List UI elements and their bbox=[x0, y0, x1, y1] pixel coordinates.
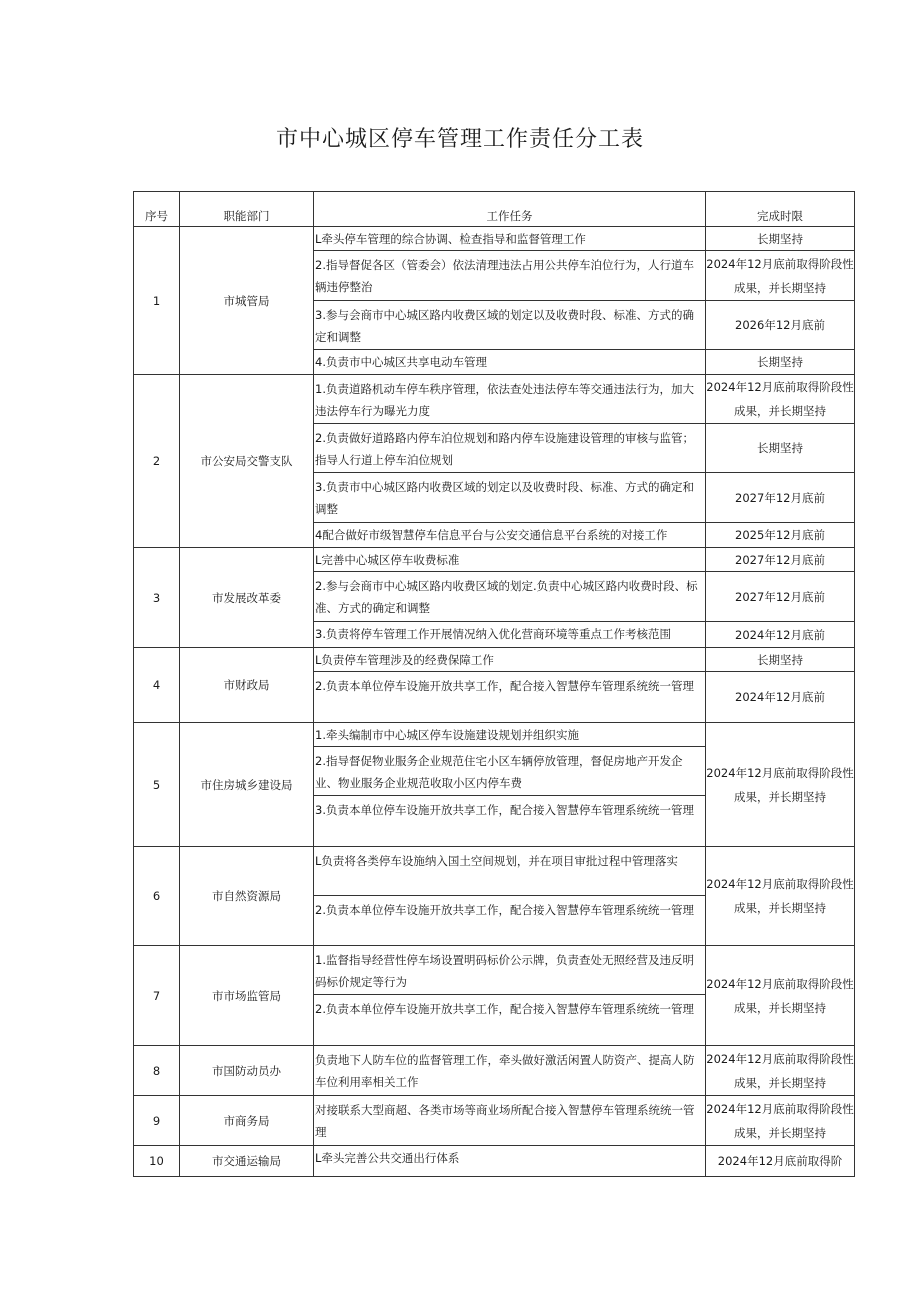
deadline-item: 2024年12月底前取得阶段性成果，并长期坚持 bbox=[706, 375, 854, 424]
row-number: 7 bbox=[134, 946, 180, 1046]
department-name: 市自然资源局 bbox=[180, 847, 314, 946]
task-item: 2.负责本单位停车设施开放共享工作，配合接入智慧停车管理系统统一管理 bbox=[315, 903, 694, 917]
deadline-item: 长期坚持 bbox=[706, 648, 854, 672]
header-task: 工作任务 bbox=[314, 192, 706, 227]
task-item: 3.负责本单位停车设施开放共享工作，配合接入智慧停车管理系统统一管理 bbox=[315, 803, 694, 817]
row-number: 8 bbox=[134, 1046, 180, 1096]
task-item: 4.负责市中心城区共享电动车管理 bbox=[315, 355, 487, 369]
deadline-item: 2026年12月底前 bbox=[706, 301, 854, 350]
deadline-item: 长期坚持 bbox=[757, 355, 803, 369]
table-row bbox=[134, 227, 855, 375]
row-number: 1 bbox=[134, 227, 180, 375]
task-item: 2.负责本单位停车设施开放共享工作，配合接入智慧停车管理系统统一管理 bbox=[315, 679, 694, 693]
task-item: 4配合做好市级智慧停车信息平台与公安交通信息平台系统的对接工作 bbox=[315, 528, 668, 542]
deadline-item: 2024年12月底前取得阶段性成果，并长期坚持 bbox=[706, 1051, 854, 1090]
deadline-cell bbox=[706, 375, 855, 548]
deadline-item: 2024年12月底前取得阶段性成果，并长期坚持 bbox=[706, 251, 854, 301]
deadline-item: 2024年12月底前取得阶段性成果，并长期坚持 bbox=[706, 877, 854, 915]
department-name: 市财政局 bbox=[180, 648, 314, 723]
task-item: L牵头停车管理的综合协调、检查指导和监督管理工作 bbox=[314, 227, 705, 251]
deadline-item: 2024年12月底前取得阶段性成果，并长期坚持 bbox=[706, 976, 854, 1015]
table-row bbox=[134, 648, 855, 723]
duty-table bbox=[133, 191, 855, 1177]
deadline-item: 2027年12月底前 bbox=[706, 572, 854, 622]
task-cell bbox=[314, 227, 706, 375]
task-item: 3.负责市中心城区路内收费区域的划定以及收费时段、标准、方式的确定和调整 bbox=[314, 473, 705, 523]
task-item: L完善中心城区停车收费标准 bbox=[314, 548, 705, 572]
deadline-item: 2024年12月底前 bbox=[735, 690, 825, 704]
header-deadline: 完成时限 bbox=[706, 192, 855, 227]
row-number: 9 bbox=[134, 1096, 180, 1146]
task-item: 2.参与会商市中心城区路内收费区域的划定.负责中心城区路内收费时段、标准、方式的确定和调整 bbox=[314, 572, 705, 622]
deadline-cell bbox=[706, 227, 855, 375]
table-row bbox=[134, 1046, 855, 1096]
deadline-cell bbox=[706, 548, 855, 648]
task-cell bbox=[314, 648, 706, 723]
row-number: 2 bbox=[134, 375, 180, 548]
department-name: 市商务局 bbox=[180, 1096, 314, 1146]
task-item: 1.监督指导经营性停车场设置明码标价公示牌，负责查处无照经营及违反明码标价规定等行为 bbox=[314, 946, 705, 995]
task-cell bbox=[314, 375, 706, 548]
deadline-item: 长期坚持 bbox=[706, 227, 854, 251]
table-row bbox=[134, 723, 855, 847]
table-row bbox=[134, 946, 855, 1046]
task-item: L负责将各类停车设施纳入国土空间规划，并在项目审批过程中管理落实 bbox=[314, 847, 705, 896]
row-number: 5 bbox=[134, 723, 180, 847]
header-no: 序号 bbox=[134, 192, 180, 227]
deadline-cell bbox=[706, 723, 855, 847]
table-body bbox=[134, 227, 855, 1177]
task-item: 2.指导督促各区（管委会）依法清理违法占用公共停车泊位行为，人行道车辆违停整治 bbox=[314, 251, 705, 301]
table-row bbox=[134, 1146, 855, 1177]
task-item: 2.指导督促物业服务企业规范住宅小区车辆停放管理，督促房地产开发企业、物业服务企业规范收取小区内停车费 bbox=[314, 747, 705, 796]
deadline-item: 长期坚持 bbox=[706, 424, 854, 473]
row-number: 3 bbox=[134, 548, 180, 648]
task-item: 对接联系大型商超、各类市场等商业场所配合接入智慧停车管理系统统一管理 bbox=[315, 1103, 695, 1139]
deadline-cell bbox=[706, 1146, 855, 1177]
task-item: 3.负责将停车管理工作开展情况纳入优化营商环境等重点工作考核范围 bbox=[315, 627, 671, 641]
task-item: 1.牵头编制市中心城区停车设施建设规划并组织实施 bbox=[314, 723, 705, 747]
deadline-item: 2024年12月底前取得阶段性成果，并长期坚持 bbox=[706, 765, 854, 804]
task-item: 1.负责道路机动车停车秩序管理，依法查处违法停车等交通违法行为，加大违法停车行为曝光力度 bbox=[314, 375, 705, 424]
task-item: L负责停车管理涉及的经费保障工作 bbox=[314, 648, 705, 672]
department-name: 市住房城乡建设局 bbox=[180, 723, 314, 847]
deadline-item: 2024年12月底前 bbox=[735, 627, 825, 642]
deadline-item: 2025年12月底前 bbox=[735, 528, 825, 542]
deadline-cell bbox=[706, 946, 855, 1046]
task-cell bbox=[314, 1096, 706, 1146]
deadline-cell bbox=[706, 648, 855, 723]
task-item: 2.负责本单位停车设施开放共享工作，配合接入智慧停车管理系统统一管理 bbox=[315, 1002, 694, 1016]
deadline-item: 2024年12月底前取得阶段性成果，并长期坚持 bbox=[706, 1101, 854, 1140]
row-number: 4 bbox=[134, 648, 180, 723]
task-item: 2.负责做好道路路内停车泊位规划和路内停车设施建设管理的审核与监管；指导人行道上停车泊位规划 bbox=[314, 424, 705, 473]
department-name: 市城管局 bbox=[180, 227, 314, 375]
table-row bbox=[134, 548, 855, 648]
deadline-cell bbox=[706, 847, 855, 946]
table-row bbox=[134, 375, 855, 548]
task-cell bbox=[314, 1146, 706, 1177]
department-name: 市市场监管局 bbox=[180, 946, 314, 1046]
row-number: 6 bbox=[134, 847, 180, 946]
task-cell bbox=[314, 723, 706, 847]
table-row bbox=[134, 847, 855, 946]
table-header-row bbox=[134, 192, 855, 227]
task-item: L牵头完善公共交通出行体系 bbox=[315, 1151, 460, 1165]
task-item: 负责地下人防车位的监督管理工作，牵头做好激活闲置人防资产、提高人防车位利用率相关工作 bbox=[315, 1053, 695, 1089]
department-name: 市发展改革委 bbox=[180, 548, 314, 648]
row-number: 10 bbox=[134, 1146, 180, 1177]
deadline-item: 2027年12月底前 bbox=[706, 473, 854, 523]
deadline-item: 2027年12月底前 bbox=[706, 548, 854, 572]
task-item: 3.参与会商市中心城区路内收费区域的划定以及收费时段、标准、方式的确定和调整 bbox=[314, 301, 705, 350]
header-dept: 职能部门 bbox=[180, 192, 314, 227]
task-cell bbox=[314, 1046, 706, 1096]
deadline-cell bbox=[706, 1046, 855, 1096]
deadline-item: 2024年12月底前取得阶 bbox=[717, 1154, 843, 1168]
task-cell bbox=[314, 548, 706, 648]
department-name: 市公安局交警支队 bbox=[180, 375, 314, 548]
department-name: 市国防动员办 bbox=[180, 1046, 314, 1096]
department-name: 市交通运输局 bbox=[180, 1146, 314, 1177]
page-title: 市中心城区停车管理工作责任分工表 bbox=[275, 127, 644, 152]
task-cell bbox=[314, 847, 706, 946]
table-row bbox=[134, 1096, 855, 1146]
deadline-cell bbox=[706, 1096, 855, 1146]
task-cell bbox=[314, 946, 706, 1046]
